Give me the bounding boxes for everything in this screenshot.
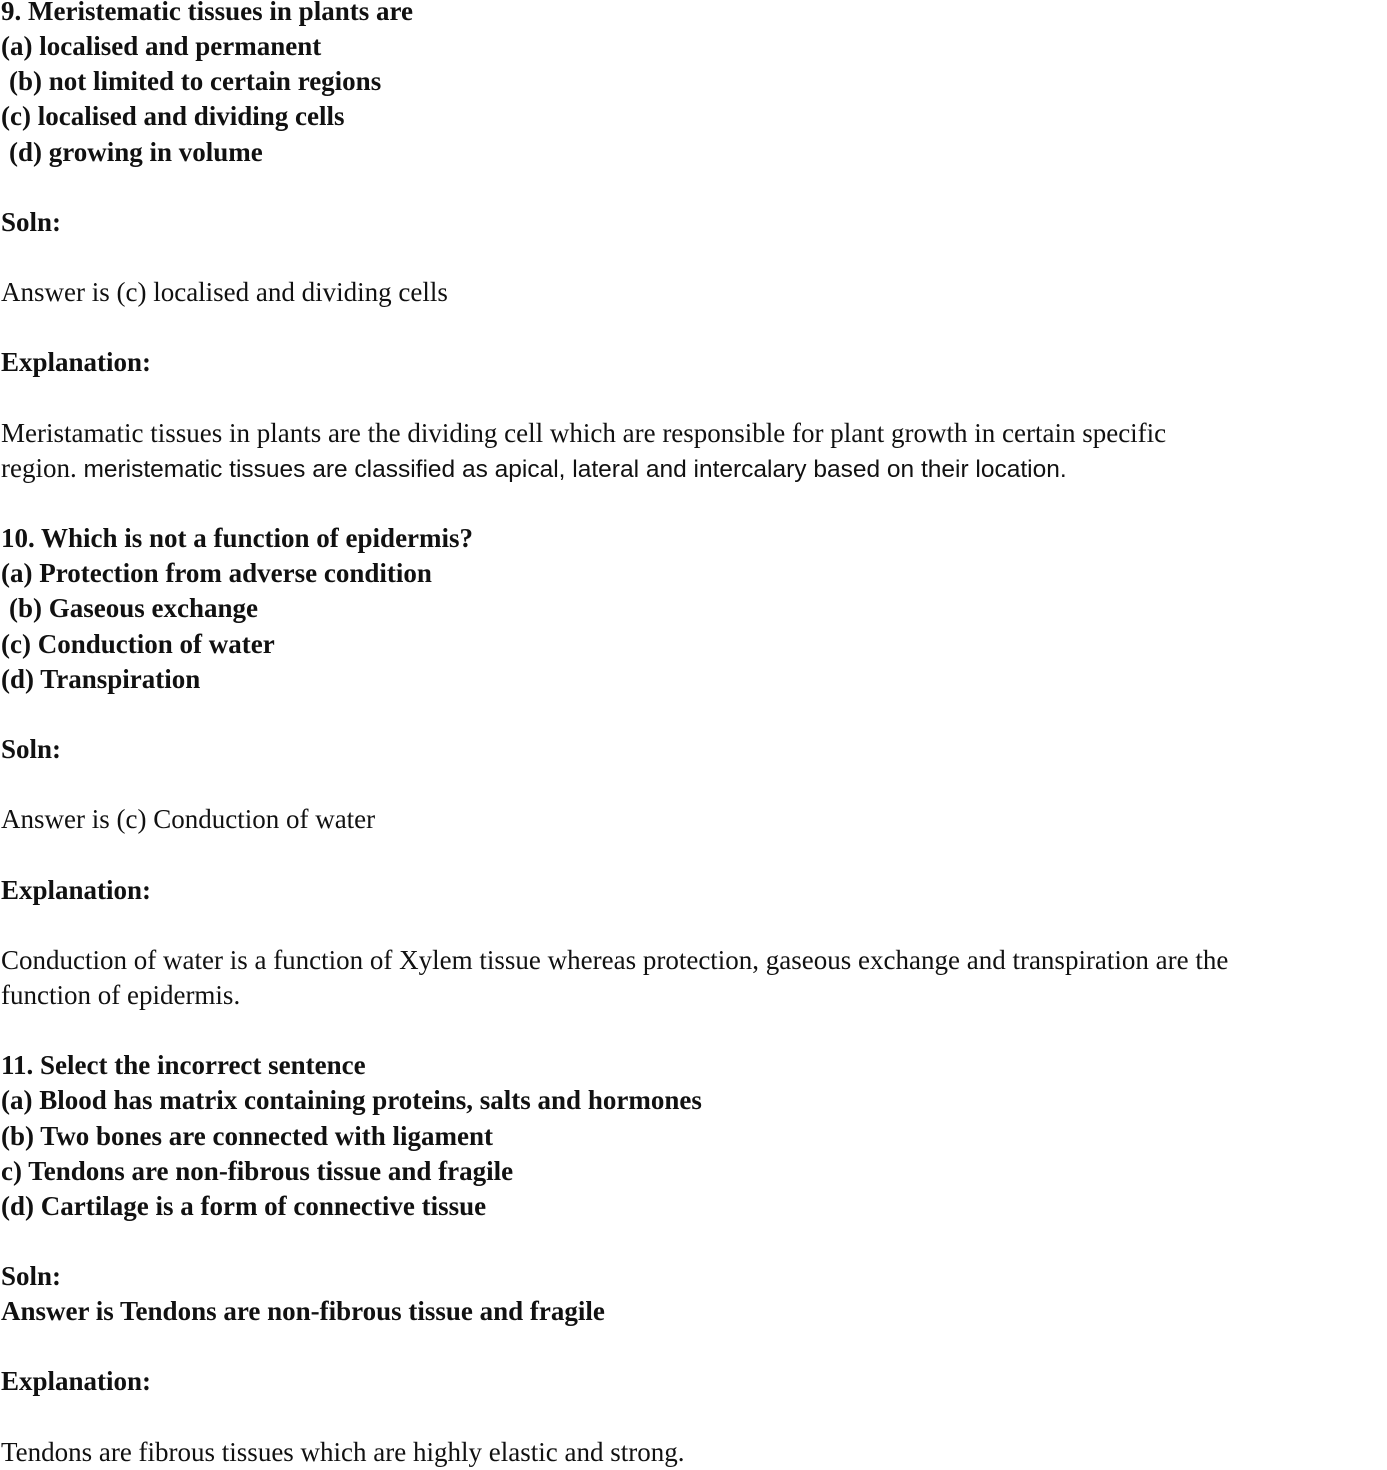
q10-option-d: (d) Transpiration	[1, 663, 201, 694]
question-9: 9. Meristematic tissues in plants are	[1, 0, 413, 26]
q10-option-c: (c) Conduction of water	[1, 628, 275, 659]
q9-option-a: (a) localised and permanent	[1, 31, 322, 62]
q9-soln-label: Soln:	[1, 206, 62, 237]
q9-explanation-line1: Meristamatic tissues in plants are the dividing cell which are responsible for plant growth in certain specific	[1, 417, 1167, 448]
q9-explanation-line2b: meristematic tissues are classified as apical, lateral and intercalary based on their location.	[83, 455, 1067, 483]
q9-explanation-line2a: region.	[1, 452, 84, 483]
question-11: 11. Select the incorrect sentence	[1, 1050, 366, 1081]
question-10: 10. Which is not a function of epidermis?	[1, 523, 474, 554]
document-page	[1, 0, 1387, 1470]
q11-answer: Answer is Tendons are non-fibrous tissue and fragile	[1, 1296, 605, 1327]
q11-option-b: (b) Two bones are connected with ligament	[1, 1120, 493, 1151]
q11-option-d: (d) Cartilage is a form of connective tissue	[1, 1190, 487, 1221]
q10-answer: Answer is (c) Conduction of water	[1, 804, 376, 835]
q9-explanation-label: Explanation:	[1, 347, 152, 378]
q10-explanation-line1: Conduction of water is a function of Xylem tissue whereas protection, gaseous exchange and transpiration are the	[1, 944, 1229, 975]
q11-explanation-line1: Tendons are fibrous tissues which are highly elastic and strong.	[1, 1436, 685, 1467]
q9-option-d: (d) growing in volume	[9, 136, 263, 167]
q9-option-c: (c) localised and dividing cells	[1, 101, 345, 132]
q11-option-a: (a) Blood has matrix containing proteins, salts and hormones	[1, 1085, 702, 1116]
q10-explanation-label: Explanation:	[1, 874, 152, 905]
q10-explanation-line2: function of epidermis.	[1, 979, 241, 1010]
q10-option-b: (b) Gaseous exchange	[9, 593, 258, 624]
q9-option-b: (b) not limited to certain regions	[9, 66, 382, 97]
q11-option-c: c) Tendons are non-fibrous tissue and fragile	[1, 1155, 514, 1186]
q9-answer: Answer is (c) localised and dividing cells	[1, 277, 448, 308]
q10-option-a: (a) Protection from adverse condition	[1, 558, 432, 589]
q10-soln-label: Soln:	[1, 733, 62, 764]
q11-soln-label: Soln:	[1, 1261, 62, 1292]
q11-explanation-label: Explanation:	[1, 1366, 152, 1397]
q9-explanation-line2	[1, 451, 1387, 486]
